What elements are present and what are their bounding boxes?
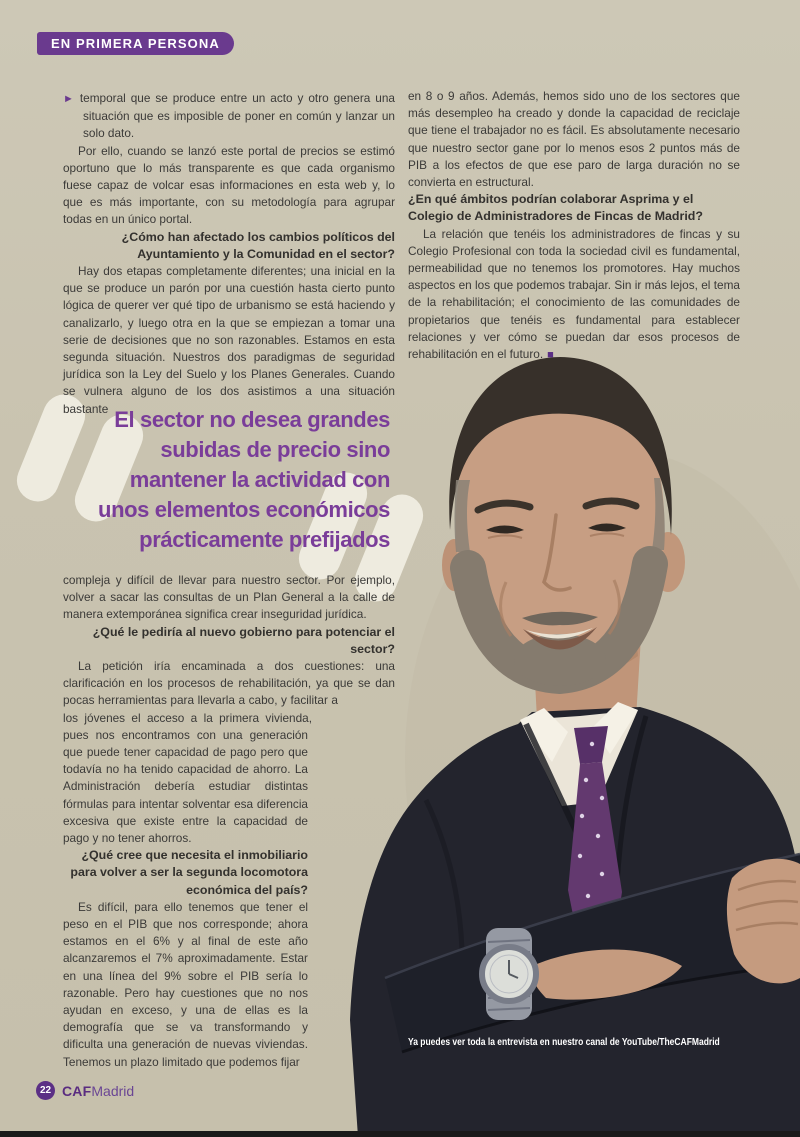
- brand-bold: CAF: [62, 1083, 92, 1099]
- page-number: 22: [39, 1085, 52, 1096]
- photo-caption: Ya puedes ver toda la entrevista en nuestro canal de YouTube/TheCAFMadrid: [408, 1037, 720, 1048]
- section-header-bar: [37, 32, 234, 55]
- paragraph-text: La relación que tenéis los administradores de fincas y su Colegio Profesional con toda la sociedad civil es fundamental, permeabilidad que no tenemos los promotores. Hay muchos aspectos en los que podemos trabajar. Sin ir más lejos, el tema de la rehabilitación; el conocimiento de las comunidades de propietarios que tenéis es fundamental para establecer relaciones y ver cómo se puedan dar esos procesos de rehabilitación en el futuro.: [408, 226, 740, 362]
- paragraph: Es difícil, para ello tenemos que tener el peso en el PIB que nos corresponde; ahora estamos en el 6% y al final de este año alcanzaremos el 7% aproximadamente. Estar en una línea del 9% sobre el PIB sería lo razonable. Pero hay cuestiones que no nos ayudan en exceso, y una de ellas es la demografía que se va transformando y dificulta una generación de nuevas viviendas. Tenemos un plazo limitado que podemos fijar: [63, 899, 308, 1069]
- paragraph: en 8 o 9 años. Además, hemos sido uno de los sectores que más desempleo ha creado y donde la capacidad de reciclaje que tiene el trabajador no es fácil. Es absolutamente necesario que nuestro sector gane por lo menos esos 2 puntos más de PIB a los efectos de que ese paro de larga duración no se convierta en estructural.: [408, 89, 740, 190]
- text-wrap-spacer: [308, 730, 396, 1110]
- paragraph: Por ello, cuando se lanzó este portal de precios se estimó oportuno que lo más transparente es que cada organismo fuese capaz de volcar esas informaciones en esta web y, lo que es más importante, con su metodología para agrupar todas en un único portal.: [63, 143, 395, 227]
- brand-regular: Madrid: [91, 1083, 135, 1099]
- text-wrap-spacer: [312, 712, 396, 730]
- paragraph: Hay dos etapas completamente diferentes; una inicial en la que se produce un parón por una cuestión hasta cierto punto lógica de querer ver qué tipo de urbanismo se está haciendo y canalizarlo, y luego otra en la que se empiezan a tomar una serie de decisiones que no son razonables. Estamos en esta segunda situación. Nuestros dos paradigmas de seguridad jurídica son la Ley del Suelo y los Planes Generales. Cuando se vulnera alguno de los dos asistimos a una situación bastante: [63, 264, 395, 416]
- pull-quote-line: subidas de precio sino: [160, 437, 390, 462]
- paragraph: La petición iría encaminada a dos cuestiones: una clarificación en los procesos de rehabilitación, ya que se dan pocas herramientas para llevarla a cabo, y facilitar a los jóvenes el acceso a la primera vivienda, pues nos encontramos con una generación que puede tener capacidad de pago pero que todavía no ha tenido capacidad de ahorro. La Administración debería estudiar distintas fórmulas para intentar solventar esa diferencia excesiva que existe entre la capacidad de pago y no tener ahorros.: [63, 659, 395, 846]
- page-number-badge: [36, 1081, 55, 1100]
- interview-question: ¿Cómo han afectado los cambios políticos del Ayuntamiento y la Comunidad en el sector?: [121, 229, 395, 261]
- text-wrap-spacer: [395, 572, 396, 694]
- pull-quote-line: prácticamente prefijados: [139, 527, 390, 552]
- interview-photo: [330, 330, 800, 1137]
- interview-question: ¿Qué le pediría al nuevo gobierno para potenciar el sector?: [92, 624, 395, 656]
- interview-question: ¿Qué cree que necesita el inmobiliario para volver a ser la segunda locomotora económica del país?: [70, 848, 308, 897]
- continuation-arrow-icon: ►: [63, 93, 74, 105]
- paragraph-text: temporal que se produce entre un acto y otro genera una situación que es imposible de poner en común y lanzar un solo dato.: [79, 91, 395, 141]
- pull-quote-line: El sector no desea grandes: [114, 407, 390, 432]
- paragraph: [63, 90, 395, 143]
- article-end-square-icon: ■: [547, 349, 554, 362]
- pull-quote-line: unos elementos económicos: [98, 497, 390, 522]
- column-left-top: [63, 90, 395, 418]
- section-label: EN PRIMERA PERSONA: [51, 36, 220, 51]
- text-wrap-spacer: [338, 694, 396, 712]
- pull-quote-line: mantener la actividad con: [129, 467, 390, 492]
- wrist-watch: [482, 928, 536, 1020]
- column-left-bottom: [63, 572, 396, 1110]
- column-right-top: [408, 88, 740, 364]
- pull-quote: [0, 407, 390, 562]
- magazine-brand: [62, 1083, 134, 1099]
- interview-question: ¿En qué ámbitos podrían colaborar Asprima y el Colegio de Administradores de Fincas de Madrid?: [408, 192, 703, 224]
- paragraph: compleja y difícil de llevar para nuestro sector. Por ejemplo, volver a sacar las consultas de un Plan General a la calle de manera extemporánea significa crear inseguridad jurídica.: [63, 573, 395, 622]
- page-bottom-edge: [0, 1131, 800, 1137]
- paragraph: [408, 226, 740, 365]
